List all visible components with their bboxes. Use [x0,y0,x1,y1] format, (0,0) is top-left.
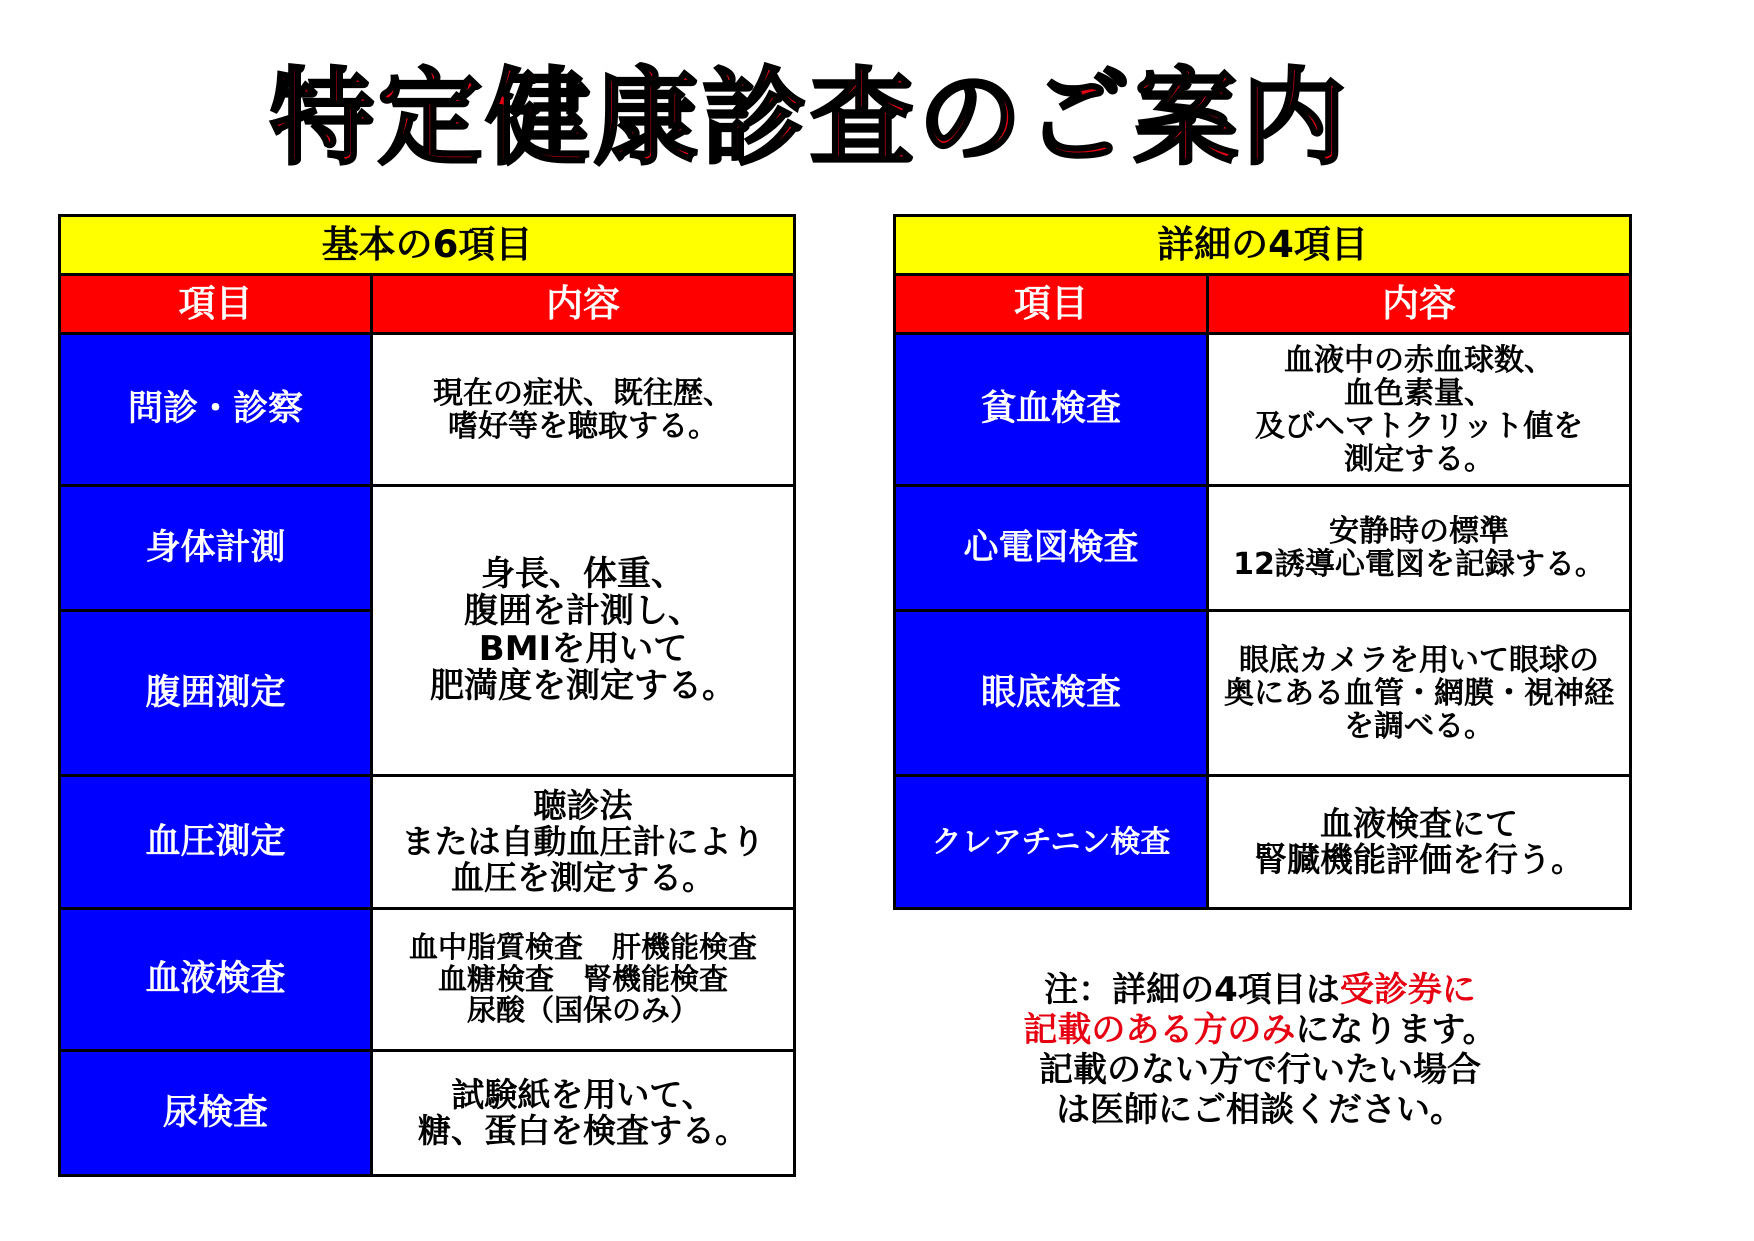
table-row [895,611,1631,776]
basic-content-urine-test: 試験紙を用いて、 糖、蛋白を検査する。 [372,1051,795,1176]
note-highlight: 記載のある方のみ [1023,1010,1296,1050]
table-row [60,776,795,909]
basic-content-blood-pressure: 聴診法 または自動血圧計により 血圧を測定する。 [372,776,795,909]
detail-item-ecg: 心電図検査 [895,486,1208,611]
basic-content-body-measurement: 身長、体重、 腹囲を計測し、 BMIを用いて 肥満度を測定する。 [372,486,795,776]
detail-items-table [893,214,1632,910]
table-row [60,909,795,1051]
detail-col-header-content: 内容 [1208,275,1631,334]
detail-table-caption: 詳細の4項目 [895,216,1631,275]
detail-content-creatinine: 血液検査にて 腎臓機能評価を行う。 [1208,776,1631,909]
note-line-3: 記載のない方で行いたい場合 [1039,1050,1481,1090]
basic-col-header-content: 内容 [372,275,795,334]
basic-content-interview: 現在の症状、既往歴、 嗜好等を聴取する。 [372,334,795,486]
detail-items-note [960,970,1560,1130]
note-text: になります。 [1295,1010,1497,1050]
detail-item-creatinine: クレアチニン検査 [895,776,1208,909]
table-row [895,334,1631,486]
table-row [60,334,795,486]
detail-item-anemia: 貧血検査 [895,334,1208,486]
basic-items-table [58,214,796,1177]
detail-col-header-item: 項目 [895,275,1208,334]
detail-content-anemia: 血液中の赤血球数、 血色素量、 及びヘマトクリット値を 測定する。 [1208,334,1631,486]
basic-content-blood-test: 血中脂質検査 肝機能検査 血糖検査 腎機能検査 尿酸（国保のみ） [372,909,795,1051]
table-row [60,1051,795,1176]
basic-table-caption: 基本の6項目 [60,216,795,275]
basic-item-blood-test: 血液検査 [60,909,372,1051]
note-line-2 [960,1010,1560,1050]
detail-content-ecg: 安静時の標準 12誘導心電図を記録する。 [1208,486,1631,611]
detail-content-fundus: 眼底カメラを用いて眼球の 奥にある血管・網膜・視神経 を調べる。 [1208,611,1631,776]
note-text: 注：詳細の4項目は [1044,970,1340,1010]
note-line-4: は医師にご相談ください。 [1056,1090,1464,1130]
table-row [895,486,1631,611]
basic-item-blood-pressure: 血圧測定 [60,776,372,909]
page-title: 特定健康診査のご案内 [270,57,1351,179]
table-row [60,486,795,611]
table-row [895,776,1631,909]
basic-item-body-measurement: 身体計測 [60,486,372,611]
basic-item-interview: 問診・診察 [60,334,372,486]
detail-item-fundus: 眼底検査 [895,611,1208,776]
basic-item-urine-test: 尿検査 [60,1051,372,1176]
basic-col-header-item: 項目 [60,275,372,334]
note-highlight: 受診券に [1339,970,1476,1010]
basic-item-waist: 腹囲測定 [60,611,372,776]
note-line-1 [960,970,1560,1010]
